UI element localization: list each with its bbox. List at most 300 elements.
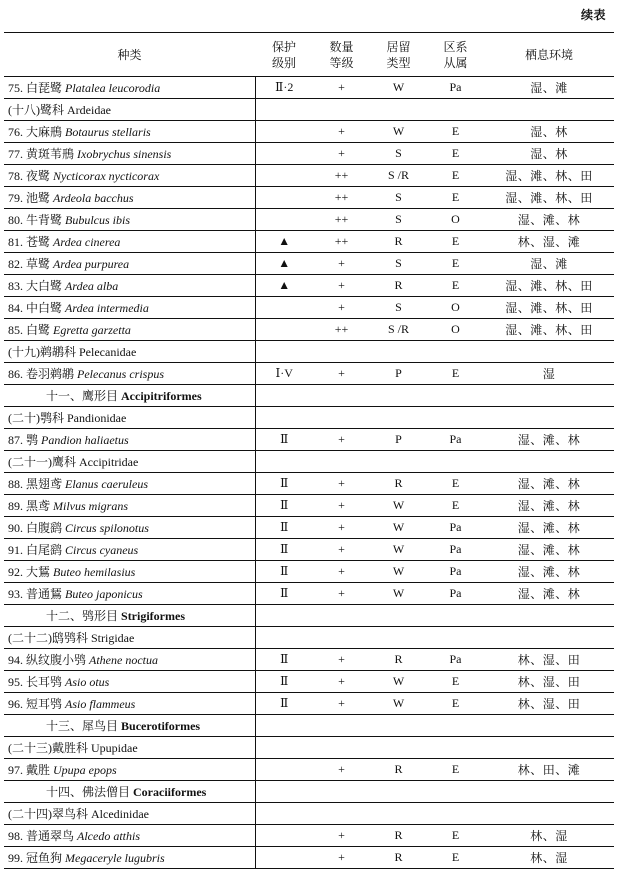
species-latin-name: Athene noctua <box>89 653 158 667</box>
residence-type-cell: R <box>370 473 427 495</box>
species-name-cell <box>4 649 255 671</box>
order-chinese-name: 十二、鸮形目 <box>46 609 119 623</box>
abundance-cell: + <box>313 77 370 99</box>
species-chinese-name: 普通鵟 <box>26 587 63 601</box>
species-row <box>4 363 614 385</box>
protection-level-cell <box>255 825 313 847</box>
family-name-cell <box>4 737 255 759</box>
species-number: 83. <box>8 279 23 293</box>
family-latin-name: Pelecanidae <box>79 345 137 359</box>
fauna-cell: E <box>427 759 484 781</box>
species-latin-name: Elanus caeruleus <box>65 477 149 491</box>
abundance-cell: + <box>313 495 370 517</box>
header-line: 类型 <box>386 55 411 70</box>
abundance-cell: + <box>313 825 370 847</box>
family-latin-name: Alcedinidae <box>91 807 149 821</box>
species-name-cell <box>4 517 255 539</box>
protection-level-cell <box>255 209 313 231</box>
abundance-cell: + <box>313 649 370 671</box>
family-name-cell <box>4 407 255 429</box>
header-residence-type <box>370 33 427 77</box>
habitat-cell: 湿、滩 <box>484 253 614 275</box>
family-row <box>4 407 614 429</box>
header-abundance <box>313 33 370 77</box>
empty-cell <box>255 715 614 737</box>
species-chinese-name: 池鹭 <box>26 191 51 205</box>
species-number: 98. <box>8 829 23 843</box>
family-chinese-name: (二十)鹗科 <box>8 411 64 425</box>
residence-type-cell: R <box>370 231 427 253</box>
species-name-cell <box>4 429 255 451</box>
species-row <box>4 495 614 517</box>
fauna-cell: E <box>427 693 484 715</box>
family-chinese-name: (二十四)翠鸟科 <box>8 807 88 821</box>
abundance-cell: + <box>313 759 370 781</box>
protection-level-cell: ▲ <box>255 275 313 297</box>
fauna-cell: E <box>427 847 484 869</box>
protection-level-cell: Ⅱ <box>255 693 313 715</box>
species-chinese-name: 长耳鸮 <box>26 675 63 689</box>
species-chinese-name: 鹗 <box>26 433 39 447</box>
family-name-cell <box>4 99 255 121</box>
header-line: 居留 <box>386 39 411 54</box>
order-row <box>4 385 614 407</box>
species-chinese-name: 戴胜 <box>26 763 51 777</box>
order-name-cell <box>4 715 255 737</box>
fauna-cell: E <box>427 121 484 143</box>
species-latin-name: Botaurus stellaris <box>65 125 151 139</box>
order-chinese-name: 十三、犀鸟目 <box>46 719 119 733</box>
fauna-cell: Pa <box>427 77 484 99</box>
abundance-cell: ++ <box>313 165 370 187</box>
habitat-cell: 湿、滩、林、田 <box>484 297 614 319</box>
habitat-cell: 湿、滩、林 <box>484 429 614 451</box>
table-body <box>4 77 614 869</box>
residence-type-cell: W <box>370 561 427 583</box>
species-row <box>4 517 614 539</box>
species-row <box>4 473 614 495</box>
protection-level-cell <box>255 319 313 341</box>
fauna-cell: Pa <box>427 583 484 605</box>
abundance-cell: + <box>313 429 370 451</box>
header-line: 从属 <box>443 55 468 70</box>
species-latin-name: Upupa epops <box>53 763 117 777</box>
habitat-cell: 湿、滩 <box>484 77 614 99</box>
protection-level-cell: Ⅱ <box>255 517 313 539</box>
family-row <box>4 627 614 649</box>
residence-type-cell: W <box>370 583 427 605</box>
protection-level-cell: ▲ <box>255 231 313 253</box>
family-latin-name: Strigidae <box>91 631 135 645</box>
order-name-cell <box>4 385 255 407</box>
species-name-cell <box>4 77 255 99</box>
species-name-cell <box>4 847 255 869</box>
species-name-cell <box>4 297 255 319</box>
residence-type-cell: S <box>370 253 427 275</box>
header-habitat <box>484 33 614 77</box>
family-chinese-name: (二十二)鸱鸮科 <box>8 631 88 645</box>
species-name-cell <box>4 671 255 693</box>
species-number: 87. <box>8 433 23 447</box>
fauna-cell: Pa <box>427 429 484 451</box>
empty-cell <box>255 781 614 803</box>
species-row <box>4 231 614 253</box>
residence-type-cell: P <box>370 363 427 385</box>
empty-cell <box>255 627 614 649</box>
species-name-cell <box>4 319 255 341</box>
species-number: 78. <box>8 169 23 183</box>
order-chinese-name: 十四、佛法僧目 <box>46 785 131 799</box>
fauna-cell: E <box>427 473 484 495</box>
habitat-cell: 湿、滩、林 <box>484 583 614 605</box>
abundance-cell: + <box>313 143 370 165</box>
species-name-cell <box>4 473 255 495</box>
family-name-cell <box>4 627 255 649</box>
protection-level-cell <box>255 165 313 187</box>
header-line: 级别 <box>271 55 296 70</box>
habitat-cell: 湿、滩、林 <box>484 517 614 539</box>
abundance-cell: + <box>313 539 370 561</box>
species-number: 85. <box>8 323 23 337</box>
header-line: 栖息环境 <box>524 47 573 62</box>
species-chinese-name: 纵纹腹小鸮 <box>26 653 87 667</box>
family-chinese-name: (十八)鹭科 <box>8 103 64 117</box>
family-latin-name: Pandionidae <box>67 411 127 425</box>
family-name-cell <box>4 803 255 825</box>
habitat-cell: 湿、滩、林、田 <box>484 319 614 341</box>
species-name-cell <box>4 231 255 253</box>
protection-level-cell <box>255 143 313 165</box>
species-name-cell <box>4 583 255 605</box>
family-row <box>4 803 614 825</box>
residence-type-cell: R <box>370 847 427 869</box>
species-name-cell <box>4 693 255 715</box>
header-species <box>4 33 255 77</box>
protection-level-cell <box>255 759 313 781</box>
species-name-cell <box>4 825 255 847</box>
order-chinese-name: 十一、鹰形目 <box>46 389 119 403</box>
family-row <box>4 341 614 363</box>
species-latin-name: Circus spilonotus <box>65 521 149 535</box>
species-latin-name: Ixobrychus sinensis <box>77 147 172 161</box>
species-number: 92. <box>8 565 23 579</box>
protection-level-cell: Ⅱ <box>255 473 313 495</box>
species-latin-name: Megaceryle lugubris <box>65 851 165 865</box>
species-chinese-name: 黑翅鸢 <box>26 477 63 491</box>
family-latin-name: Accipitridae <box>79 455 139 469</box>
family-chinese-name: (二十一)鹰科 <box>8 455 76 469</box>
family-row <box>4 99 614 121</box>
order-row <box>4 781 614 803</box>
fauna-cell: Pa <box>427 649 484 671</box>
residence-type-cell: S /R <box>370 319 427 341</box>
protection-level-cell: Ⅱ <box>255 561 313 583</box>
order-latin-name: Coraciiformes <box>133 785 207 799</box>
habitat-cell: 湿、林 <box>484 121 614 143</box>
header-line: 保护 <box>271 39 296 54</box>
fauna-cell: O <box>427 297 484 319</box>
residence-type-cell: W <box>370 693 427 715</box>
fauna-cell: E <box>427 495 484 517</box>
protection-level-cell: Ⅰ·V <box>255 363 313 385</box>
fauna-cell: E <box>427 231 484 253</box>
residence-type-cell: S /R <box>370 165 427 187</box>
species-name-cell <box>4 253 255 275</box>
species-latin-name: Bubulcus ibis <box>65 213 131 227</box>
protection-level-cell: Ⅱ <box>255 671 313 693</box>
species-latin-name: Platalea leucorodia <box>65 81 161 95</box>
fauna-cell: Pa <box>427 517 484 539</box>
habitat-cell: 湿 <box>484 363 614 385</box>
species-name-cell <box>4 187 255 209</box>
species-row <box>4 649 614 671</box>
protection-level-cell: Ⅱ <box>255 429 313 451</box>
abundance-cell: + <box>313 561 370 583</box>
species-row <box>4 759 614 781</box>
species-latin-name: Pandion haliaetus <box>41 433 129 447</box>
species-name-cell <box>4 561 255 583</box>
habitat-cell: 林、湿、田 <box>484 649 614 671</box>
residence-type-cell: R <box>370 649 427 671</box>
species-row <box>4 847 614 869</box>
species-name-cell <box>4 165 255 187</box>
species-number: 97. <box>8 763 23 777</box>
species-row <box>4 143 614 165</box>
species-row <box>4 583 614 605</box>
habitat-cell: 林、湿、滩 <box>484 231 614 253</box>
species-latin-name: Asio flammeus <box>65 697 136 711</box>
habitat-cell: 湿、滩、林 <box>484 473 614 495</box>
protection-level-cell: Ⅱ <box>255 583 313 605</box>
fauna-cell: E <box>427 165 484 187</box>
species-chinese-name: 黄斑苇鳽 <box>26 147 75 161</box>
species-chinese-name: 草鹭 <box>26 257 51 271</box>
species-latin-name: Circus cyaneus <box>65 543 139 557</box>
header-line: 区系 <box>443 39 468 54</box>
species-row <box>4 319 614 341</box>
species-row <box>4 275 614 297</box>
species-chinese-name: 卷羽鹈鹕 <box>26 367 75 381</box>
species-chinese-name: 中白鹭 <box>26 301 63 315</box>
header-line: 种类 <box>117 47 142 62</box>
continued-label: 续表 <box>580 8 606 22</box>
species-latin-name: Ardea cinerea <box>53 235 121 249</box>
species-number: 76. <box>8 125 23 139</box>
abundance-cell: + <box>313 583 370 605</box>
species-row <box>4 209 614 231</box>
abundance-cell: + <box>313 297 370 319</box>
family-chinese-name: (二十三)戴胜科 <box>8 741 88 755</box>
residence-type-cell: W <box>370 671 427 693</box>
species-chinese-name: 普通翠鸟 <box>26 829 75 843</box>
species-latin-name: Asio otus <box>65 675 110 689</box>
habitat-cell: 湿、滩、林 <box>484 495 614 517</box>
species-number: 90. <box>8 521 23 535</box>
fauna-cell: E <box>427 253 484 275</box>
residence-type-cell: S <box>370 209 427 231</box>
empty-cell <box>255 99 614 121</box>
header-protection-level <box>255 33 313 77</box>
species-row <box>4 253 614 275</box>
habitat-cell: 湿、林 <box>484 143 614 165</box>
abundance-cell: + <box>313 847 370 869</box>
fauna-cell: O <box>427 209 484 231</box>
protection-level-cell: Ⅱ <box>255 649 313 671</box>
habitat-cell: 湿、滩、林 <box>484 561 614 583</box>
abundance-cell: ++ <box>313 319 370 341</box>
species-row <box>4 187 614 209</box>
empty-cell <box>255 737 614 759</box>
species-row <box>4 693 614 715</box>
abundance-cell: + <box>313 275 370 297</box>
fauna-cell: Pa <box>427 561 484 583</box>
species-latin-name: Ardeola bacchus <box>53 191 134 205</box>
species-number: 91. <box>8 543 23 557</box>
species-latin-name: Milvus migrans <box>53 499 129 513</box>
species-name-cell <box>4 539 255 561</box>
protection-level-cell <box>255 847 313 869</box>
habitat-cell: 湿、滩、林、田 <box>484 275 614 297</box>
table-header <box>4 33 614 77</box>
species-number: 93. <box>8 587 23 601</box>
species-number: 82. <box>8 257 23 271</box>
species-number: 84. <box>8 301 23 315</box>
species-row <box>4 121 614 143</box>
abundance-cell: ++ <box>313 231 370 253</box>
order-name-cell <box>4 781 255 803</box>
species-number: 96. <box>8 697 23 711</box>
protection-level-cell: ▲ <box>255 253 313 275</box>
species-row <box>4 165 614 187</box>
residence-type-cell: R <box>370 825 427 847</box>
species-latin-name: Ardea purpurea <box>53 257 130 271</box>
species-latin-name: Buteo japonicus <box>65 587 143 601</box>
fauna-cell: E <box>427 363 484 385</box>
family-latin-name: Ardeidae <box>67 103 111 117</box>
order-name-cell <box>4 605 255 627</box>
species-number: 86. <box>8 367 23 381</box>
fauna-cell: Pa <box>427 539 484 561</box>
species-row <box>4 825 614 847</box>
species-latin-name: Ardea intermedia <box>65 301 149 315</box>
family-chinese-name: (十九)鹈鹕科 <box>8 345 76 359</box>
protection-level-cell: Ⅱ <box>255 539 313 561</box>
species-name-cell <box>4 759 255 781</box>
family-name-cell <box>4 341 255 363</box>
species-number: 88. <box>8 477 23 491</box>
habitat-cell: 林、田、滩 <box>484 759 614 781</box>
species-number: 75. <box>8 81 23 95</box>
species-name-cell <box>4 209 255 231</box>
fauna-cell: O <box>427 319 484 341</box>
species-name-cell <box>4 143 255 165</box>
residence-type-cell: S <box>370 297 427 319</box>
empty-cell <box>255 407 614 429</box>
habitat-cell: 林、湿、田 <box>484 671 614 693</box>
order-latin-name: Accipitriformes <box>121 389 202 403</box>
family-latin-name: Upupidae <box>91 741 138 755</box>
fauna-cell: E <box>427 187 484 209</box>
species-name-cell <box>4 363 255 385</box>
empty-cell <box>255 341 614 363</box>
order-latin-name: Bucerotiformes <box>121 719 201 733</box>
abundance-cell: + <box>313 253 370 275</box>
residence-type-cell: S <box>370 187 427 209</box>
family-row <box>4 451 614 473</box>
header-line: 等级 <box>329 55 354 70</box>
species-chinese-name: 黑鸢 <box>26 499 51 513</box>
residence-type-cell: W <box>370 539 427 561</box>
species-latin-name: Alcedo atthis <box>77 829 141 843</box>
abundance-cell: ++ <box>313 209 370 231</box>
species-row <box>4 671 614 693</box>
species-number: 81. <box>8 235 23 249</box>
residence-type-cell: S <box>370 143 427 165</box>
protection-level-cell <box>255 297 313 319</box>
species-chinese-name: 牛背鹭 <box>26 213 63 227</box>
species-latin-name: Ardea alba <box>65 279 119 293</box>
species-table <box>4 32 614 869</box>
habitat-cell: 湿、滩、林 <box>484 539 614 561</box>
abundance-cell: + <box>313 517 370 539</box>
order-row <box>4 605 614 627</box>
species-number: 94. <box>8 653 23 667</box>
habitat-cell: 林、湿、田 <box>484 693 614 715</box>
residence-type-cell: W <box>370 121 427 143</box>
species-chinese-name: 大鵟 <box>26 565 51 579</box>
species-row <box>4 77 614 99</box>
abundance-cell: + <box>313 693 370 715</box>
abundance-cell: + <box>313 473 370 495</box>
order-row <box>4 715 614 737</box>
species-chinese-name: 白鹭 <box>26 323 51 337</box>
species-latin-name: Nycticorax nycticorax <box>53 169 160 183</box>
protection-level-cell: Ⅱ·2 <box>255 77 313 99</box>
header-fauna-affiliation <box>427 33 484 77</box>
residence-type-cell: W <box>370 77 427 99</box>
family-row <box>4 737 614 759</box>
protection-level-cell: Ⅱ <box>255 495 313 517</box>
abundance-cell: + <box>313 121 370 143</box>
order-latin-name: Strigiformes <box>121 609 185 623</box>
abundance-cell: + <box>313 671 370 693</box>
habitat-cell: 湿、滩、林、田 <box>484 187 614 209</box>
species-latin-name: Pelecanus crispus <box>77 367 164 381</box>
species-row <box>4 561 614 583</box>
header-line: 数量 <box>329 39 354 54</box>
species-name-cell <box>4 121 255 143</box>
fauna-cell: E <box>427 143 484 165</box>
species-latin-name: Egretta garzetta <box>53 323 131 337</box>
fauna-cell: E <box>427 671 484 693</box>
abundance-cell: ++ <box>313 187 370 209</box>
species-row <box>4 539 614 561</box>
species-chinese-name: 大白鹭 <box>26 279 63 293</box>
residence-type-cell: R <box>370 275 427 297</box>
species-chinese-name: 白尾鹞 <box>26 543 63 557</box>
residence-type-cell: P <box>370 429 427 451</box>
species-row <box>4 429 614 451</box>
species-number: 99. <box>8 851 23 865</box>
species-chinese-name: 苍鹭 <box>26 235 51 249</box>
habitat-cell: 林、湿 <box>484 825 614 847</box>
protection-level-cell <box>255 121 313 143</box>
empty-cell <box>255 803 614 825</box>
species-chinese-name: 白腹鹞 <box>26 521 63 535</box>
residence-type-cell: W <box>370 517 427 539</box>
habitat-cell: 林、湿 <box>484 847 614 869</box>
habitat-cell: 湿、滩、林 <box>484 209 614 231</box>
